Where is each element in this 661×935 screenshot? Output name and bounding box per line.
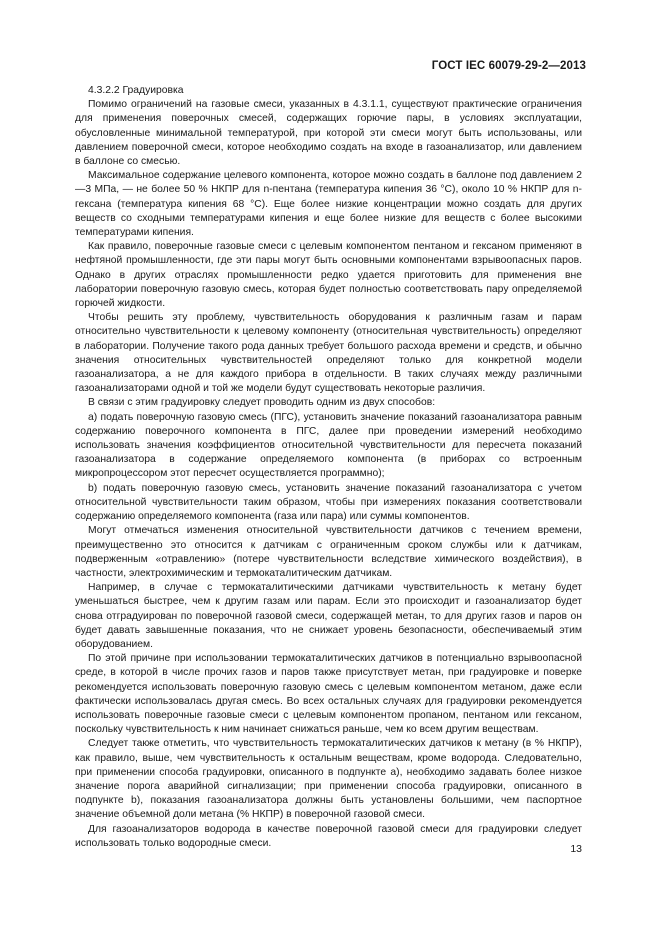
paragraph: В связи с этим градуировку следует проводить одним из двух способов: <box>88 397 436 409</box>
paragraph: Как правило, поверочные газовые смеси с целевым компонентом пентаном и гексаном применяют в нефтяной промышленности, где эти пары могут быть основными компонентами взрывоопасных паров. Однако в других отраслях промышленности редко удается приготовить для применения вне лаборатории поверочную газовую смесь, которая будет полностью соответствовать пару определяемой горючей жидкости. <box>75 241 582 310</box>
paragraph: Максимальное содержание целевого компонента, которое можно создать в баллоне под давлением 2—3 МПа, — не более 50 % НКПР для n-пентана (температура кипения 36 °С), около 10 % НКПР для n-гексана (температура кипения 68 °С). Еще более низкие концентрации можно создать для других веществ со сходными температурами кипения и еще более низкие для веществ с более высокими температурами кипения. <box>75 170 582 239</box>
list-item-a: a) подать поверочную газовую смесь (ПГС), установить значение показаний газоанализатора равным содержанию поверочного компонента в ПГС, далее при проведении измерений необходимо использовать значения коэффициентов относительной чувствительности для пересчета показаний газоанализатора в содержание определяемого компонента (в приборах со встроенным микропроцессором этот пересчет осуществляется программно); <box>75 411 582 480</box>
paragraph: Чтобы решить эту проблему, чувствительность оборудования к различным газам и парам относительно чувствительности к целевому компоненту (относительная чувствительность) определяют в лаборатории. Получение такого рода данных требует большого расхода времени и средств, и обычно значения относительных чувствительностей определяют только для конкретной модели газоанализатора, а не для каждого прибора в отдельности. В таких случаях между различными газоанализаторами одной и той же модели будут существовать некоторые различия. <box>75 312 582 395</box>
paragraph: Для газоанализаторов водорода в качестве поверочной газовой смеси для градуировки следует использовать только водородные смеси. <box>75 823 582 849</box>
body-text <box>75 84 582 851</box>
paragraph: По этой причине при использовании термокаталитических датчиков в потенциально взрывоопасной среде, в которой в числе прочих газов и паров также присутствует метан, при градуировке и поверке рекомендуется использовать поверочную газовую смесь с целевым компонентом метаном, даже если фактически использовалась другая смесь. Во всех остальных случаях для градуировки рекомендуется использовать поверочные газовые смеси с целевым компонентом пропаном, пентаном или гексаном, поскольку чувствительность к ним начинает снижаться раньше, чем ко всем другим веществам. <box>75 653 582 736</box>
paragraph: Например, в случае с термокаталитическими датчиками чувствительность к метану будет уменьшаться быстрее, чем к другим газам или парам. Если это происходит и газоанализатор будет снова отградуирован по поверочной газовой смеси, содержащей метан, то для других газов и паров он будет давать завышенные показания, что не снижает уровень безопасности, обеспечиваемый этим оборудованием. <box>75 582 582 650</box>
standard-header: ГОСТ IEC 60079-29-2—2013 <box>431 60 586 72</box>
page-number: 13 <box>570 843 582 855</box>
section-heading: 4.3.2.2 Градуировка <box>88 85 184 96</box>
paragraph: Могут отмечаться изменения относительной чувствительности датчиков с течением времени, преимущественно это относится к датчикам с ограниченным сроком службы или к датчикам, подверженным «отравлению» (потере чувствительности вследствие химического воздействия), в частности, электрохимическим и термокаталитическим датчикам. <box>75 525 582 579</box>
list-item-b: b) подать поверочную газовую смесь, установить значение показаний газоанализатора с учетом относительной чувствительности таким образом, чтобы при измерениях показания соответствовали содержанию определяемого компонента (газа или пара) или суммы компонентов. <box>75 482 582 523</box>
paragraph: Помимо ограничений на газовые смеси, указанных в 4.3.1.1, существуют практические ограничения для применения поверочных смесей, содержащих горючие пары, в условиях эксплуатации, обусловленные минимальной температурой, при которой эти смеси могут быть использованы, или давлением поверочной смеси, которое необходимо создать на входе в газоанализатор, или давлением в баллоне со смесью. <box>75 99 582 168</box>
paragraph: Следует также отметить, что чувствительность термокаталитических датчиков к метану (в % НКПР), как правило, выше, чем чувствительность к остальным веществам, кроме водорода. Следовательно, при применении способа градуировки, описанного в подпункте а), необходимо задавать более низкое значение порога аварийной сигнализации; при применении способа градуировки, описанного в подпункте b), показания газоанализатора должны быть установлены большими, чем паспортное значение объемной доли метана (% НКПР) в поверочной газовой смеси. <box>75 738 582 821</box>
